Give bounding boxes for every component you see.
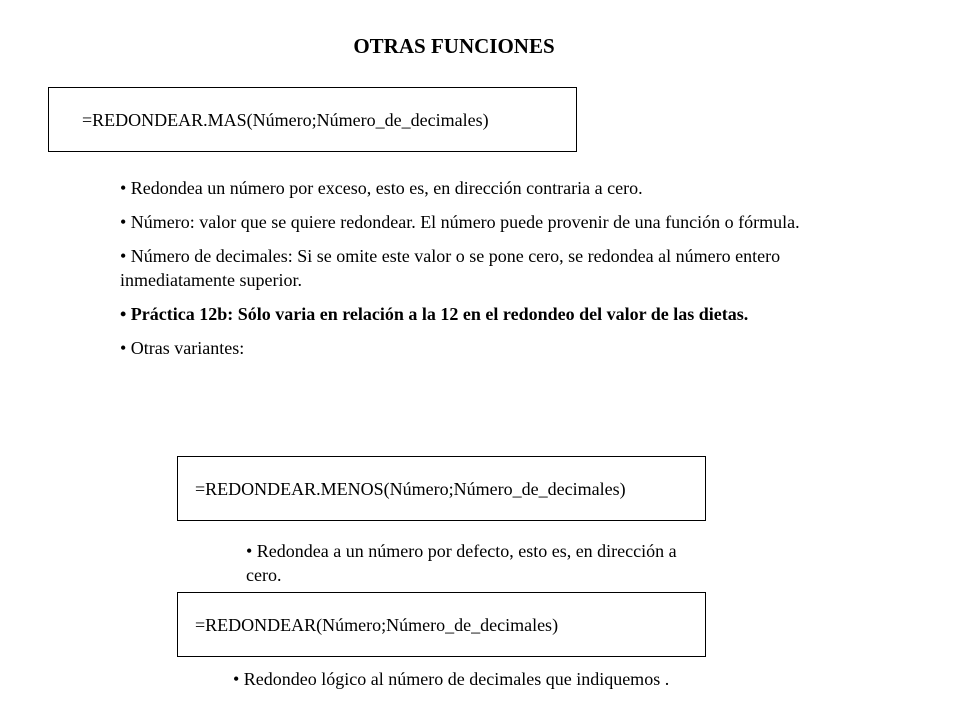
bullet-list	[120, 176, 820, 370]
bullet-item-practica: • Práctica 12b: Sólo varia en relación a la 12 en el redondeo del valor de las dietas.	[120, 304, 749, 324]
bullet-item-numero: • Número: valor que se quiere redondear. El número puede provenir de una función o fórmula.	[120, 212, 800, 232]
page-title: OTRAS FUNCIONES	[353, 34, 555, 58]
bullet-item-decimales: • Número de decimales: Si se omite este valor o se pone cero, se redondea al número entero inmediatamente superior.	[120, 246, 781, 290]
menos-note	[246, 539, 686, 587]
formula-redondear-mas: =REDONDEAR.MAS(Número;Número_de_decimales)	[82, 109, 489, 130]
formula-box-redondear	[177, 592, 706, 657]
redondear-note	[233, 667, 673, 691]
formula-box-redondear-menos	[177, 456, 706, 521]
bullet-item-variantes: • Otras variantes:	[120, 338, 245, 358]
menos-note-text: • Redondea a un número por defecto, esto es, en dirección a cero.	[246, 541, 677, 585]
formula-redondear: =REDONDEAR(Número;Número_de_decimales)	[195, 614, 559, 635]
formula-redondear-menos: =REDONDEAR.MENOS(Número;Número_de_decimales)	[195, 478, 626, 499]
bullet-item-description: • Redondea un número por exceso, esto es, en dirección contraria a cero.	[120, 178, 643, 198]
formula-box-redondear-mas	[48, 87, 577, 152]
redondear-note-text: • Redondeo lógico al número de decimales que indiquemos .	[233, 669, 670, 689]
